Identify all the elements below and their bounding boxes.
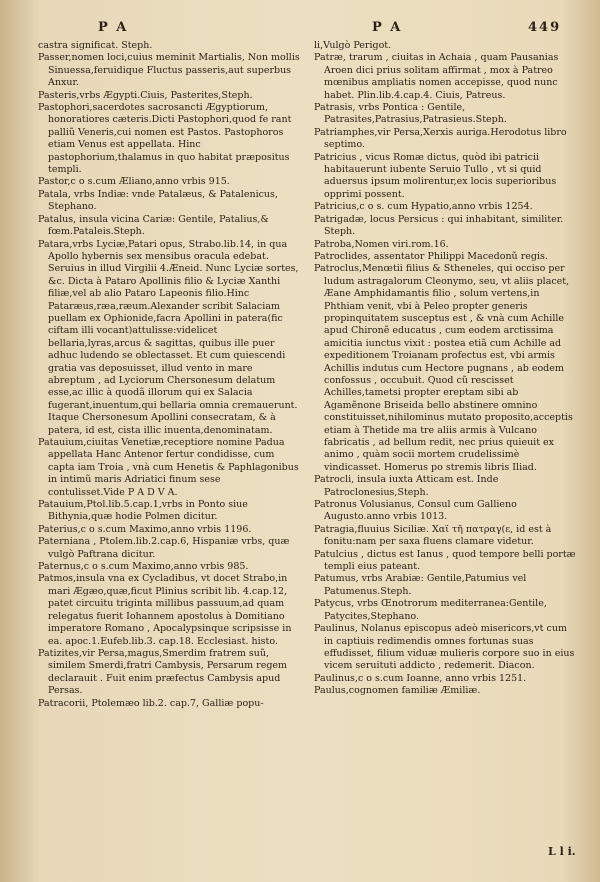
dictionary-entry: Patræ, trarum , ciuitas in Achaia , quam Pausanias Aroen dici prius solitam affirmat , mox à Patreo mœnibus ampliatis nomen accepisse, quod nunc habet. Plin.lib.4.cap.4. Ciuis, Patreus. (314, 52, 559, 101)
dictionary-entry: Patauium,ciuitas Venetiæ,receptiore nomine Padua appellata Hanc Antenor fertur condidisse, cum capta iam Troia , vnà cum Henetis & Paphlagonibus in intimũ maris Adriatici finum sese contulisset.Vide P A D V A. (38, 437, 299, 498)
dictionary-entry: Patracorii, Ptolemæo lib.2. cap.7, Galliæ popu- (38, 697, 264, 709)
dictionary-entry: Patycus, vrbs Œnotrorum mediterranea:Gentile, Patycites,Stephano. (314, 598, 547, 622)
dictionary-entry: Paterius,c o s.cum Maximo,anno vrbis 1196. (38, 523, 252, 535)
dictionary-entry: Paterniana , Ptolem.lib.2.cap.6, Hispaniæ vrbs, quæ vulgò Paftrana dicitur. (38, 536, 290, 560)
running-head-right-text: P A (372, 20, 403, 35)
dictionary-entry: castra significat. Steph. (38, 40, 153, 51)
running-head-left (98, 20, 218, 35)
dictionary-entry: Patrigadæ, locus Persicus : qui inhabitant, similiter. Steph. (314, 213, 564, 238)
dictionary-entry: Patmos,insula vna ex Cycladibus, vt docet Strabo,in mari Ægæo,quæ,ficut Plinius scribit lib. 4.cap.12, patet circuitu triginta millibus passuum,ad quam relegatus fuerit Iohannem apostolus à Domitiano imperatore Romano , Apocalypsinque scripsisse in ea. apoc.1.Eufeb.lib.3. cap.18. Ecclesiast. histo. (38, 573, 292, 647)
page-number: 449 (528, 20, 562, 35)
dictionary-entry: Patroclus,Menœtii filius & Stheneles, qui occiso per ludum astragalorum Cleonymo, seu, vt aliis placet, Æane Amphidamantis filio , solum vertens,in Phthiam venit, vbi à Peleo propter generis propinquitatem susceptus est , & vnà cum Achille apud Chironẽ educatus , cum eodem arctissima amicitia iunctus vixit : postea etiã cum Achille ad expeditionem Troianam profectus est, vbi armis Achillis indutus cum Hectore pugnans , ab eodem confossus , occubuit. Quod cũ rescisset Achilles,tametsi propter ereptam sibi ab Agamẽnone Briseida bello abstinere omnino constituisset,nihilominus mutato proposito,acceptis etiam à Thetide ma tre aliis armis à Vulcano fabricatis , ad bellum redit, nec prius quieuit ex animo , quàm socii mortem crudelissimè vindicasset. Homerus po stremis libris Iliad. (314, 263, 573, 473)
dictionary-entry: Patizites,vir Persa,magus,Smerdim fratrem suũ, similem Smerdi,fratri Cambysis, Persarum regem declarauit . Fuit enim præfectus Cambysis apud Persas. (38, 647, 288, 697)
signature-mark: L l i. (548, 845, 576, 858)
dictionary-entry: li,Vulgò Perigot. (314, 40, 392, 51)
running-head-right (372, 20, 402, 35)
dictionary-entry: Patumus, vrbs Arabiæ: Gentile,Patumius vel Patumenus.Steph. (314, 573, 527, 597)
dictionary-entry: Patroba,Nomen viri.rom.16. (314, 238, 449, 250)
dictionary-entry: Pasteris,vrbs Ægypti.Ciuis, Pasterites,Steph. (38, 89, 253, 101)
dictionary-entry: Patricius , vicus Romæ dictus, quòd ibi patricii habitauerunt iubente Seruio Tullo , vt si quid aduersus ipsum molirentur,ex locis superioribus opprimi possent. (314, 151, 557, 200)
dictionary-entry: Patala, vrbs Indiæ: vnde Patalæus, & Patalenicus, Stephano. (38, 188, 278, 213)
dictionary-entry: Patrasis, vrbs Pontica : Gentile, Patrasites,Patrasius,Patrasieus.Steph. (314, 102, 507, 126)
dictionary-entry: Patara,vrbs Lyciæ,Patari opus, Strabo.lib.14, in qua Apollo hybernis sex mensibus oracula edebat. Seruius in illud Virgilii 4.Æneid. Nunc Lyciæ sortes, &c. Dicta à Pataro Apollinis filio & Lyciæ Xanthi filiæ,vel ab alio Pataro Lapeonis filio.Hinc Pataræus,ræa,ræum.Alexander scribit Salaciam puellam ex Ophionide,facra Apollini in patera(fic ciftam illi vocant)attulisse:videlicet bellaria,lyras,arcus & sagittas, quibus ille puer adhuc ludendo se oblectasset. Et cum quiescendi gratia vas deposuisset, illud vento in mare abreptum , ad Lyciorum Chersonesum delatum esse,ac illic à quodã illorum qui ex Salacia fugerant,inuentum,qui bellaria omnia cremauerunt. Itaque Chersonesum Apollini consecratam, & à patera, id est, cista illic inuenta,denominatam. (38, 238, 299, 436)
dictionary-entry: Patrocli, insula iuxta Atticam est. Inde Patroclonesius,Steph. (314, 474, 499, 498)
dictionary-entry: Patulcius , dictus est Ianus , quod tempore belli portæ templi eius pateant. (314, 548, 576, 573)
dictionary-entry: Patronus Volusianus, Consul cum Gallieno Augusto.anno vrbis 1013. (314, 499, 517, 523)
dictionary-entry: Pastophori,sacerdotes sacrosancti Ægyptiorum, honoratiores cæteris.Dicti Pastophori,quod fe rant palliũ Veneris,cui nomen est Pastos. Pastophoros etiam Venus est appellata. Hinc pastophorium,thalamus in quo habitat præpositus templi. (38, 102, 292, 176)
dictionary-entry: Paulus,cognomen familiæ Æmiliæ. (314, 685, 481, 697)
dictionary-entry: Patroclides, assentator Philippi Macedonũ regis. (314, 250, 548, 262)
dictionary-entry: Patricius,c o s. cum Hypatio,anno vrbis 1254. (314, 201, 533, 213)
left-column (38, 40, 300, 710)
running-head-left-text: P A (98, 20, 129, 35)
dictionary-entry: Patragia,fluuius Siciliæ. Χαϊ τῆ πατραγ(ε, id est à fonitu:nam per saxa fluens clamare videtur. (314, 523, 552, 548)
dictionary-entry: Paulinus,c o s.cum Ioanne, anno vrbis 1251. (314, 672, 527, 684)
dictionary-entry: Pastor,c o s.cum Æliano,anno vrbis 915. (38, 176, 230, 188)
dictionary-entry: Paulinus, Nolanus episcopus adeò misericors,vt cum in captiuis redimendis omnes fortunas suas effudisset, filium viduæ mulieris corpore suo in eius vicem seruituti addicto , redemerit. Diacon. (314, 623, 575, 672)
dictionary-entry: Patalus, insula vicina Cariæ: Gentile, Patalius,& fœm.Pataleis.Steph. (38, 213, 269, 238)
right-column (314, 40, 576, 698)
dictionary-entry: Patauium,Ptol.lib.5.cap.1,vrbs in Ponto siue Bithynia,quæ hodie Polmen dicitur. (38, 499, 248, 523)
dictionary-entry: Patriamphes,vir Persa,Xerxis auriga.Herodotus libro septimo. (314, 126, 567, 151)
dictionary-entry: Passer,nomen loci,cuius meminit Martialis, Non mollis Sinuessa,feruidique Fluctus passeris,aut superbus Anxur. (38, 52, 300, 89)
dictionary-entry: Paternus,c o s.cum Maximo,anno vrbis 985. (38, 561, 249, 573)
